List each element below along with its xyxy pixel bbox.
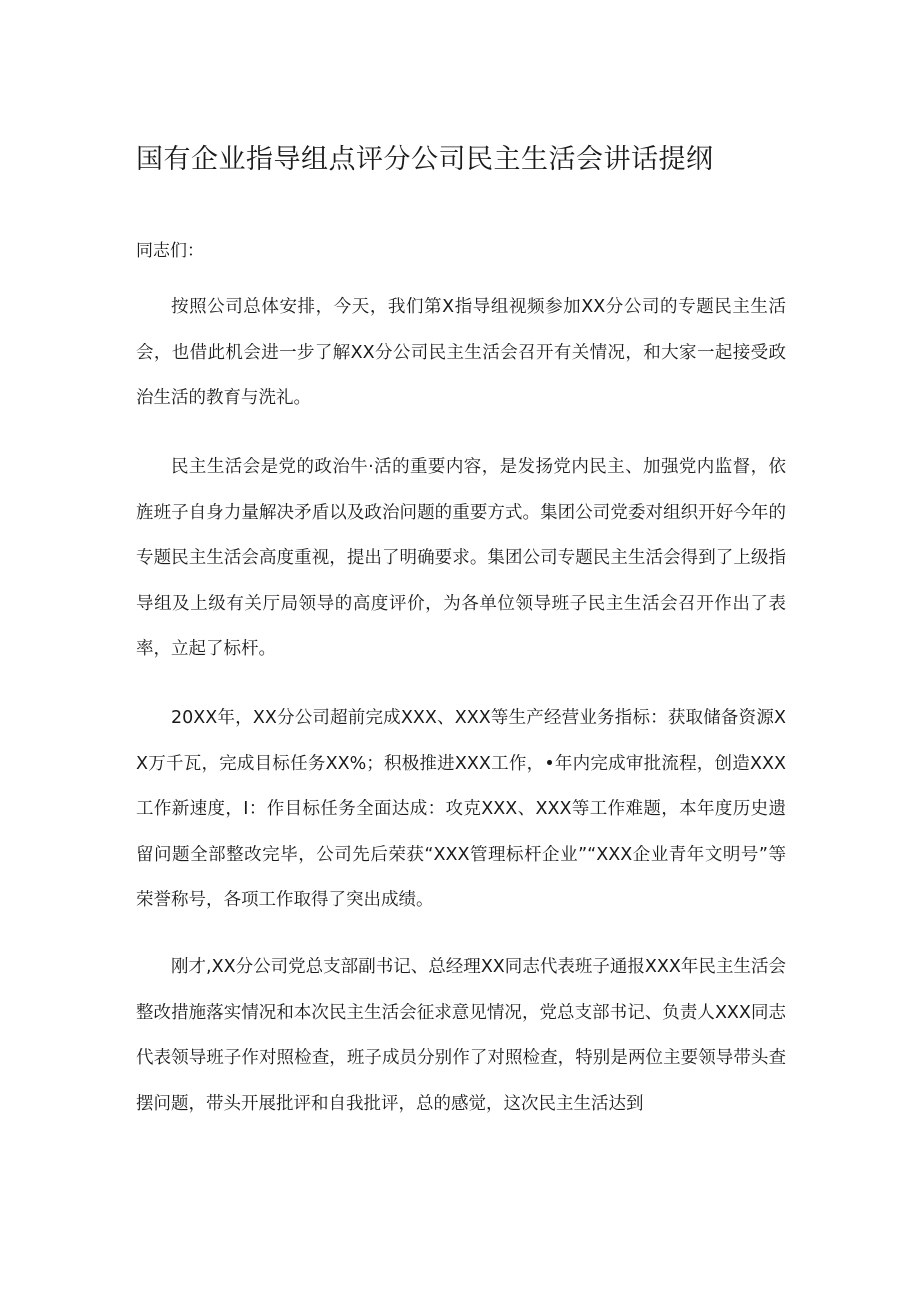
paragraph-intro: 按照公司总体安排，今天，我们第X指导组视频参加XX分公司的专题民主生活会，也借此机会进一步了解XX分公司民主生活会召开有关情况，和大家一起接受政治生活的教育与洗礼。 (136, 297, 786, 409)
paragraph-review: 刚才,XX分公司党总支部副书记、总经理XX同志代表班子通报XXX年民主生活会整改措施落实情况和本次民主生活会征求意见情况，党总支部书记、负责人XXX同志代表领导班子作对照检查，班子成员分别作了对照检查，特别是两位主要领导带头查摆问题，带头开展批评和自我批评，总的感觉，这次民主生活达到 (136, 957, 786, 1114)
document-title: 国有企业指导组点评分公司民主生活会讲话提纲 (136, 144, 714, 175)
paragraph-achievements: 20XX年，XX分公司超前完成XXX、XXX等生产经营业务指标：获取储备资源XX万千瓦，完成目标任务XX%；积极推进XXX工作，•年内完成审批流程，创造XXX工作新速度，I：作目标任务全面达成：攻克XXX、XXX等工作难题，本年度历史遗留问题全部整改完毕，公司先后荣获“XXX管理标杆企业”“XXX企业青年文明号”等荣誉称号，各项工作取得了突出成绩。 (136, 708, 786, 911)
paragraph-importance: 民主生活会是党的政治牛·活的重要内容，是发扬党内民主、加强党内监督，依旌班子自身力量解决矛盾以及政治问题的重要方式。集团公司党委对组织开好今年的专题民主生活会高度重视，提出了明确要求。集团公司专题民主生活会得到了上级指导组及上级有关厅局领导的高度评价，为各单位领导班子民主生活会召开作出了表率，立起了标杆。 (136, 457, 786, 660)
salutation: 同志们： (136, 241, 204, 261)
